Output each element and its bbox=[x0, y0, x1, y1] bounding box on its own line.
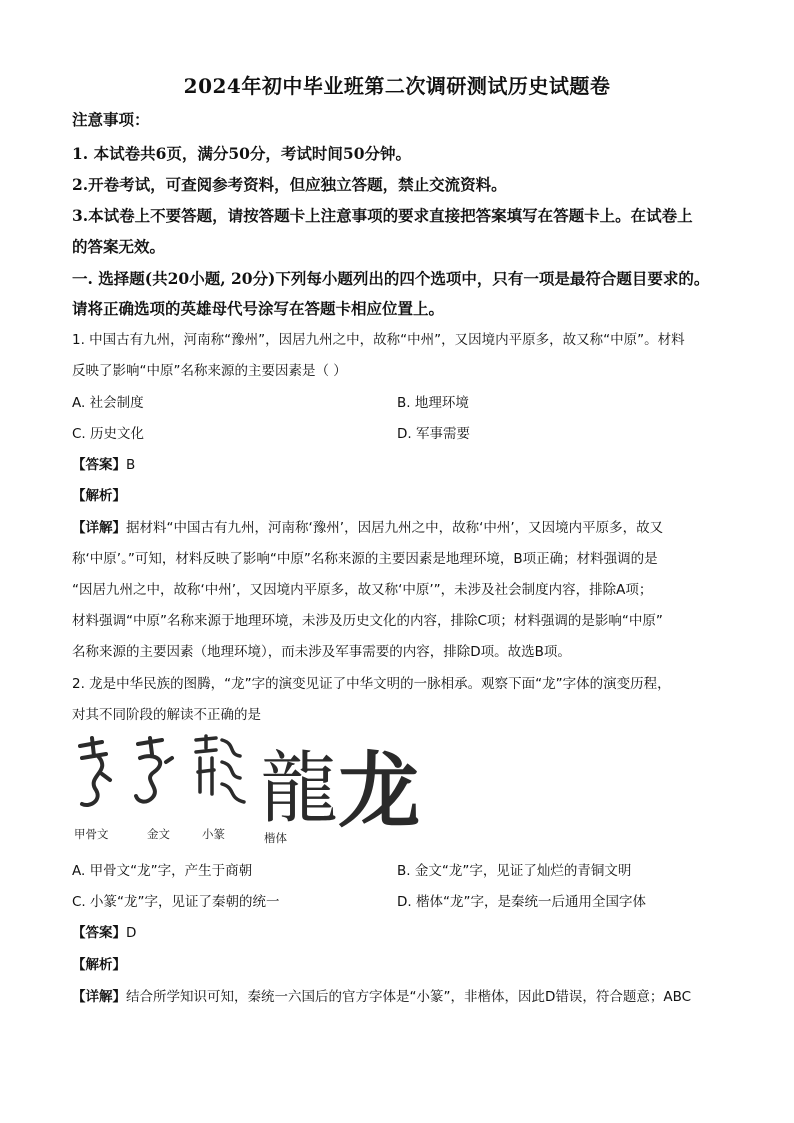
q2-stem-line-1: 2. 龙是中华民族的图腾，“龙”字的演变见证了中华文明的一脉相承。观察下面“龙”字体的演变历程， bbox=[72, 676, 671, 692]
q1-stem-line-2: 反映了影响“中原”名称来源的主要因素是（ ） bbox=[72, 363, 347, 379]
q1-detail-line-1 bbox=[72, 516, 663, 536]
oracle-bone-dragon-glyph bbox=[80, 738, 110, 805]
answer-value: B bbox=[126, 457, 136, 473]
notice-item-3: 3.本试卷上不要答题，请按答题卡上注意事项的要求直接把答案填写在答题卡上。在试卷上 bbox=[72, 206, 693, 225]
q1-option-c: C. 历史文化 bbox=[72, 426, 145, 442]
q1-detail-line-3: “因居九州之中，故称‘中州’，又因境内平原多，故又称‘中原’”，未涉及社会制度内容，排除A项； bbox=[72, 582, 653, 598]
notice-heading: 注意事项： bbox=[72, 110, 150, 129]
q1-option-d: D. 军事需要 bbox=[397, 426, 470, 442]
regular-simplified-dragon-glyph: 龙 bbox=[338, 743, 421, 839]
q1-analysis-label: 【解析】 bbox=[72, 488, 126, 504]
detail-label: 【详解】 bbox=[72, 520, 126, 536]
q2-detail-line-1 bbox=[72, 985, 691, 1005]
q1-answer bbox=[72, 453, 135, 473]
section-heading: 一. 选择题(共20小题, 20分)下列每小题列出的四个选项中，只有一项是最符合题目要求的。 bbox=[72, 269, 710, 288]
caption-regular: 楷体 bbox=[264, 831, 287, 845]
ancient-script-glyphs bbox=[72, 732, 262, 832]
q2-option-c: C. 小篆“龙”字，见证了秦朝的统一 bbox=[72, 894, 280, 910]
notice-item-1: 1. 本试卷共6页，满分50分，考试时间50分钟。 bbox=[72, 144, 412, 163]
q1-detail-line-4: 材料强调“中原”名称来源于地理环境，未涉及历史文化的内容，排除C项；材料强调的是影响“中原” bbox=[72, 613, 663, 629]
q2-option-d: D. 楷体“龙”字，是秦统一后通用全国字体 bbox=[397, 894, 646, 910]
q1-detail-line-5: 名称来源的主要因素（地理环境），而未涉及军事需要的内容，排除D项。故选B项。 bbox=[72, 644, 571, 660]
answer-label: 【答案】 bbox=[72, 457, 126, 473]
detail-label: 【详解】 bbox=[72, 989, 126, 1005]
caption-oracle-bone: 甲骨文 bbox=[74, 827, 109, 841]
detail-text: 结合所学知识可知，秦统一六国后的官方字体是“小篆”，非楷体，因此D错误，符合题意；ABC bbox=[126, 989, 692, 1005]
q1-detail-line-2: 称‘中原’。”可知，材料反映了影响“中原”名称来源的主要因素是地理环境，B项正确；材料强调的是 bbox=[72, 551, 658, 567]
answer-label: 【答案】 bbox=[72, 925, 126, 941]
dragon-script-figure bbox=[72, 732, 421, 850]
q1-stem-line-1: 1. 中国古有九州，河南称“豫州”，因居九州之中，故称“中州”，又因境内平原多，故又称“中原”。材料 bbox=[72, 332, 685, 348]
page-title: 2024年初中毕业班第二次调研测试历史试题卷 bbox=[183, 74, 611, 98]
caption-bronze: 金文 bbox=[147, 827, 170, 841]
bronze-script-dragon-glyph bbox=[136, 738, 172, 802]
seal-script-dragon-glyph bbox=[196, 736, 244, 802]
q1-option-a: A. 社会制度 bbox=[72, 395, 144, 411]
q2-stem-line-2: 对其不同阶段的解读不正确的是 bbox=[72, 707, 261, 723]
caption-seal: 小篆 bbox=[202, 827, 225, 841]
detail-text: 据材料“中国古有九州，河南称‘豫州’，因居九州之中，故称‘中州’，又因境内平原多，故又 bbox=[126, 520, 664, 536]
q2-option-a: A. 甲骨文“龙”字，产生于商朝 bbox=[72, 863, 253, 879]
regular-traditional-dragon-glyph: 龍 bbox=[260, 744, 339, 834]
q2-analysis-label: 【解析】 bbox=[72, 957, 126, 973]
q2-answer bbox=[72, 921, 136, 941]
notice-item-3-cont: 的答案无效。 bbox=[72, 237, 166, 256]
notice-item-2: 2.开卷考试，可查阅参考资料，但应独立答题，禁止交流资料。 bbox=[72, 175, 507, 194]
section-instruction: 请将正确选项的英雄母代号涂写在答题卡相应位置上。 bbox=[72, 299, 445, 318]
answer-value: D bbox=[126, 925, 137, 941]
q1-option-b: B. 地理环境 bbox=[397, 395, 469, 411]
q2-option-b: B. 金文“龙”字，见证了灿烂的青铜文明 bbox=[397, 863, 632, 879]
